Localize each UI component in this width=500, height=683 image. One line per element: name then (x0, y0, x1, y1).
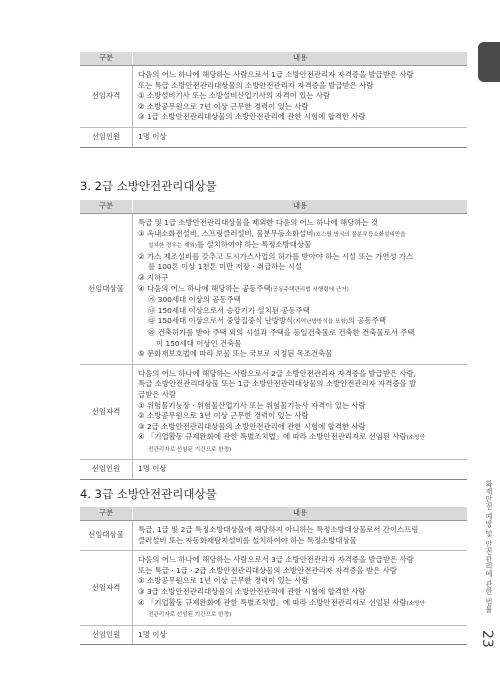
text-part: ④ 「기업활동 규제완화에 관한 특별조치법」에 따라 소방안전관리자로 선임된 사람 (138, 597, 407, 607)
text-small: 설치한 경우는 제외) (148, 243, 197, 250)
chapter-tab (478, 42, 500, 82)
row-label-target: 선임대상물 (80, 521, 133, 551)
text-line: 또는 특급 소방안전관리대상물의 소방안전관리자 자격증을 발급받은 사람 (138, 80, 374, 90)
row-label-staff: 선임인원 (80, 460, 133, 480)
text-part: ① 옥내소화전설비, 스프링클러설비, 물분무등소화설비 (138, 228, 314, 238)
text-line: ③ 3급 소방안전관리대상물의 소방안전관리에 관한 시험에 합격한 사람 (138, 586, 366, 596)
row-label-staff: 선임인원 (80, 127, 133, 147)
section-heading: 4. 3급 소방안전관리대상물 (80, 487, 217, 501)
text-line: ③ 1급 소방안전관리대상물의 소방안전관리에 관한 시험에 합격한 사람 (138, 112, 366, 122)
row-label-qualification: 선임자격 (80, 551, 133, 626)
text-line: ③ 2급 소방안전관리대상물의 소방안전관리에 관한 시험에 합격한 사람 (138, 421, 366, 431)
text-small: (소방안 (406, 435, 426, 442)
text-line: 를 100톤 이상 1천톤 미만 저장 · 취급하는 시설 (148, 262, 303, 272)
text-small: 전관리자로 선임된 기간으로 한정) (148, 446, 232, 453)
text-line (138, 432, 462, 444)
row-label-target: 선임대상물 (80, 214, 133, 365)
qualification-content (133, 364, 468, 460)
text-line: 클러설비 또는 자동화재탐지설비를 설치하여야 하는 특정소방대상물 (138, 535, 357, 545)
text-line (138, 240, 462, 252)
staff-value: 1명 이상 (133, 127, 468, 147)
text-line (138, 609, 462, 621)
text-part: 를 설치하여야 하는 특정소방대상물 (196, 240, 312, 250)
text-line: 다음의 어느 하나에 해당하는 사람으로서 3급 소방안전관리자 자격증을 발급받은 사람 (138, 555, 414, 565)
col-header-value: 내용 (133, 507, 468, 521)
col-header-value: 내용 (133, 52, 468, 66)
table-2nd-grade (80, 200, 467, 480)
table-3rd-grade (80, 507, 467, 645)
text-line: 특급 소방안전관리대상물 또는 1급 소방안전관리대상물의 소방안전관리자 자격증을 발 (138, 379, 417, 389)
text-part: ④ 다음의 어느 하나에 해당하는 공동주택 (138, 283, 271, 293)
row-label-qualification: 선임자격 (80, 66, 133, 128)
page-number: 23 (479, 630, 495, 648)
text-line: ① 소방설비기사 또는 소방설비산업기사의 자격이 있는 사람 (138, 91, 331, 101)
text-line (138, 598, 462, 610)
target-content (133, 521, 468, 551)
text-line (138, 284, 462, 296)
text-line: ③ 지하구 (138, 272, 169, 282)
text-line: ㉯ 150세대 이상으로서 승강기가 설치된 공동주택 (148, 305, 310, 315)
col-header-value: 내용 (133, 200, 468, 214)
text-small: (공동주택관리법 시행령에 근거) (270, 286, 349, 293)
text-small: (지역난방방식을 포함) (293, 319, 348, 326)
text-line: ㉮ 300세대 이상의 공동주택 (148, 295, 241, 305)
section-heading: 3. 2급 소방안전관리대상물 (80, 179, 217, 193)
text-line: ① 소방공무원으로 1년 이상 근무한 경력이 있는 사람 (138, 576, 309, 586)
staff-value: 1명 이상 (133, 460, 468, 480)
text-part: 의 공동주택 (347, 316, 386, 326)
target-content (133, 214, 468, 365)
text-line: ㉱ 건축허가를 받아 주택 외의 시설과 주택을 동일건축물로 건축한 건축물로서 주택 (148, 327, 415, 337)
row-label-staff: 선임인원 (80, 625, 133, 645)
text-small: 전관리자로 선임된 기간으로 한정) (148, 612, 232, 619)
text-line: ② 소방공무원으로 7년 이상 근무한 경력이 있는 사람 (138, 101, 309, 111)
text-line (138, 229, 462, 241)
col-header-key: 구분 (80, 507, 133, 521)
text-part: ㉰ 150세대 이상으로서 중앙집중식 난방방식 (148, 316, 294, 326)
text-line: 특급, 1급 및 2급 특정소방대상물에 해당하지 아니하는 특정소방대상물로서 간이스프링 (138, 525, 419, 534)
text-line: ⑤ 문화재보호법에 따라 보물 또는 국보로 지정된 목조건축물 (138, 349, 333, 359)
text-line: 이 150세대 이상인 건축물 (156, 338, 242, 348)
text-small: (소방안 (406, 600, 426, 607)
text-line: 다음의 어느 하나에 해당하는 사람으로서 2급 소방안전관리자 자격증을 발급받은 사람, (138, 368, 417, 378)
qualification-content (133, 66, 468, 128)
text-line: 급받은 사람 (138, 389, 177, 399)
table-1st-grade (80, 52, 467, 148)
running-title: 화재안전 예방 및 안전관리에 관한 법률 (485, 480, 494, 613)
text-small: (호스릴 방식의 물분무등소화설비만을 (313, 231, 406, 238)
text-line (138, 444, 462, 456)
col-header-key: 구분 (80, 200, 133, 214)
text-line: 또는 특급 · 1급 · 2급 소방안전관리대상물의 소방안전관리자 자격증을 받은 사람 (138, 565, 397, 575)
text-line: 특급 및 1급 소방안전관리대상물을 제외한 다음의 어느 하나에 해당하는 것 (138, 218, 379, 227)
text-line: ② 가스 제조설비를 갖추고 도시가스사업의 허가를 받아야 하는 시설 또는 가연성 가스 (138, 251, 414, 261)
text-line (138, 316, 462, 328)
text-line: ① 위험물기능장 · 위험물산업기사 또는 위험물기능사 자격이 있는 사람 (138, 400, 366, 410)
qualification-content (133, 551, 468, 626)
text-part: ④ 「기업활동 규제완화에 관한 특별조치법」에 따라 소방안전관리자로 선임된 사람 (138, 432, 407, 442)
row-label-qualification: 선임자격 (80, 364, 133, 460)
col-header-key: 구분 (80, 52, 133, 66)
staff-value: 1명 이상 (133, 625, 468, 645)
text-line: 다음의 어느 하나에 해당하는 사람으로서 1급 소방안전관리자 자격증을 발급받은 사람 (138, 70, 414, 79)
text-line: ② 소방공무원으로 3년 이상 근무한 경력이 있는 사람 (138, 411, 309, 421)
